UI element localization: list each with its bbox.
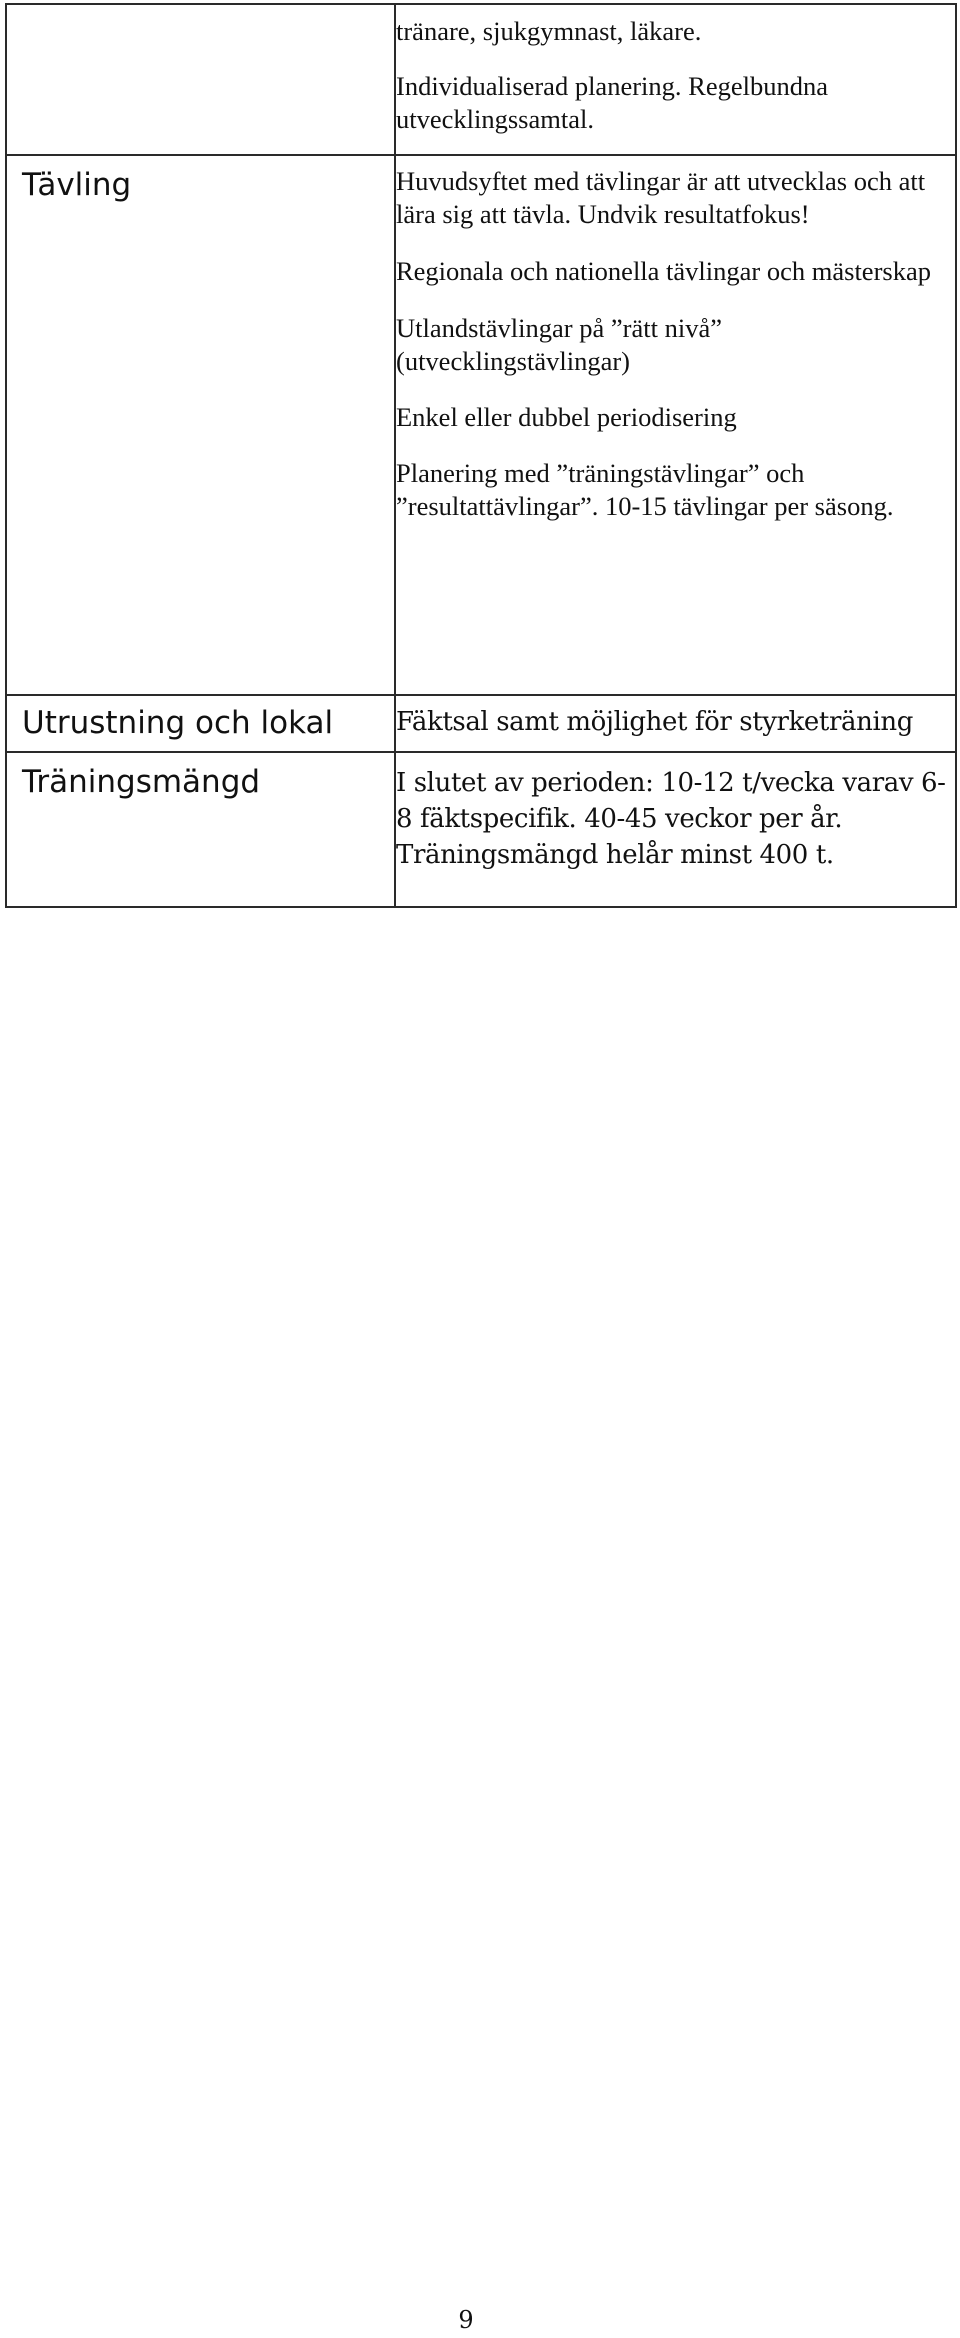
paragraph: Planering med ”träningstävlingar” och ”resultattävlingar”. 10-15 tävlingar per säsong. (396, 458, 894, 521)
paragraph: Regionala och nationella tävlingar och mästerskap (396, 256, 931, 286)
row-label-cell (6, 4, 395, 155)
row-label: Utrustning och lokal (22, 705, 334, 741)
paragraph: Huvudsyftet med tävlingar är att utvecklas och att lära sig att tävla. Undvik resultatfokus! (396, 166, 926, 229)
row-label-cell (6, 752, 395, 907)
page-number: 9 (458, 2306, 474, 2334)
paragraph: Enkel eller dubbel periodisering (396, 402, 737, 432)
row-content-cell (395, 155, 956, 695)
row-label: Tävling (22, 167, 132, 203)
row-label: Träningsmängd (22, 764, 261, 800)
row-content-cell (395, 752, 956, 907)
row-content-cell (395, 695, 956, 752)
table-row (6, 695, 956, 752)
table-row (6, 155, 956, 695)
row-label-cell (6, 155, 395, 695)
paragraph: tränare, sjukgymnast, läkare. (396, 16, 702, 46)
paragraph: Utlandstävlingar på ”rätt nivå” (utvecklingstävlingar) (396, 313, 722, 376)
content-table (5, 3, 957, 908)
table-row (6, 4, 956, 155)
paragraph: I slutet av perioden: 10-12 t/vecka varav 6-8 fäktspecifik. 40-45 veckor per år. Träningsmängd helår minst 400 t. (396, 768, 946, 870)
row-content-cell (395, 4, 956, 155)
paragraph: Fäktsal samt möjlighet för styrketräning (396, 707, 913, 737)
paragraph: Individualiserad planering. Regelbundna utvecklingssamtal. (396, 71, 828, 134)
row-label-cell (6, 695, 395, 752)
table-row (6, 752, 956, 907)
